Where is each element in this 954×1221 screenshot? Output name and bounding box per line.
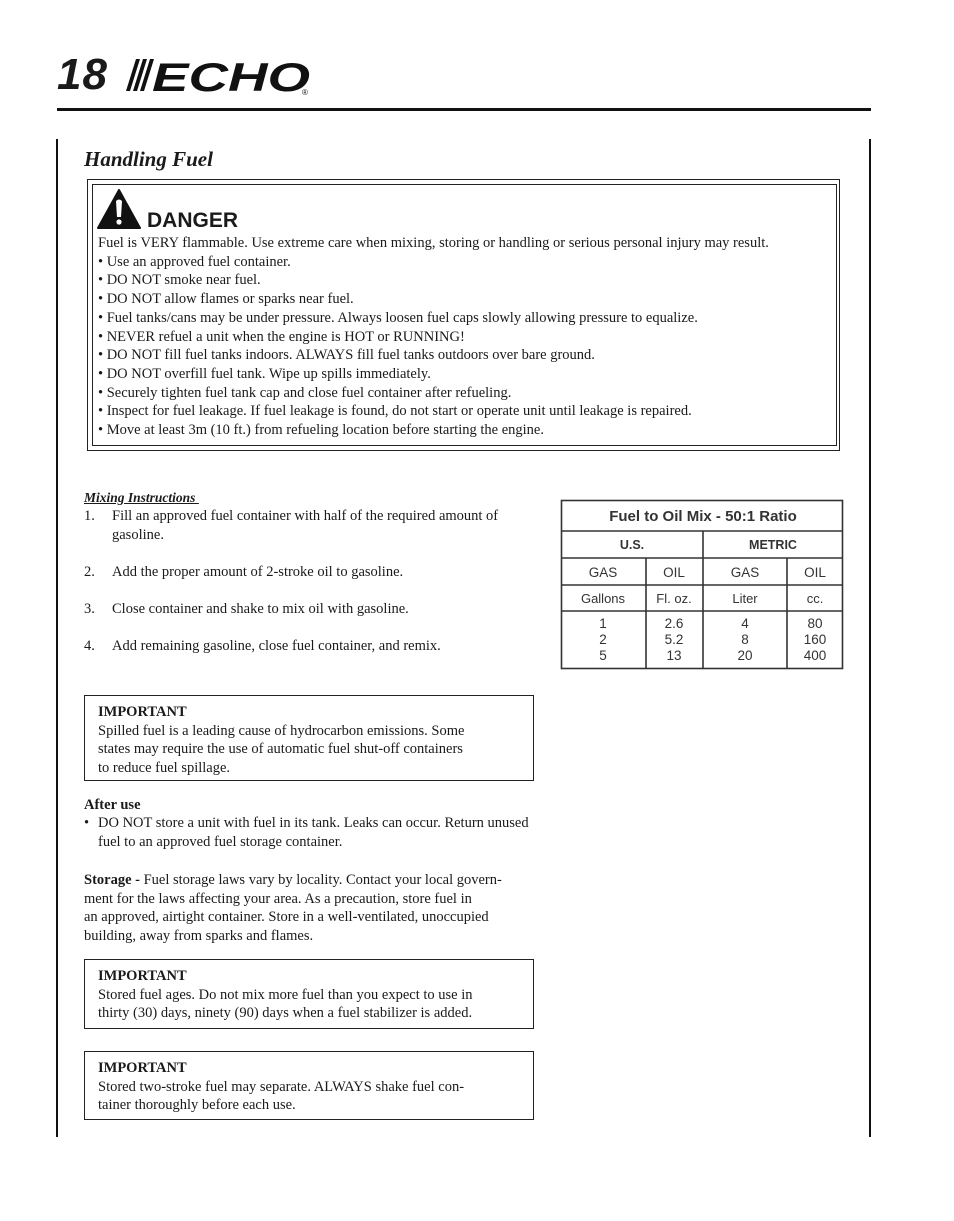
danger-line: • Securely tighten fuel tank cap and close fuel container after refueling. [98, 384, 512, 401]
header-gas-metric: GAS [730, 565, 760, 580]
mixing-instructions-title: Mixing Instructions [84, 490, 199, 505]
table-cell: 5.2 [664, 632, 684, 647]
step-text: Fill an approved fuel container with half of the required amount of gasoline. [112, 508, 499, 543]
header-gas-us: GAS [588, 565, 618, 580]
important-title: IMPORTANT [98, 704, 187, 720]
important-line: thirty (30) days, ninety (90) days when a fuel stabilizer is added. [98, 1005, 473, 1022]
danger-label: DANGER [147, 209, 239, 232]
important-line: Stored fuel ages. Do not mix more fuel than you expect to use in [98, 986, 473, 1003]
after-use-item [84, 814, 534, 851]
after-use-text: DO NOT store a unit with fuel in its tank. Leaks can occur. Return unused fuel to an approved fuel storage container. [98, 815, 529, 850]
echo-logo [116, 55, 316, 97]
danger-line: • DO NOT allow flames or sparks near fuel. [98, 291, 354, 308]
table-cell: 1 [599, 616, 607, 631]
important-line: to reduce fuel spillage. [98, 760, 231, 777]
storage-line: an approved, airtight container. Store in a well-ventilated, unoccupied [84, 909, 489, 926]
storage-paragraph [84, 871, 539, 946]
important-box-fuel-ages [84, 959, 534, 1029]
storage-label: Storage - [84, 872, 140, 888]
danger-line: • DO NOT smoke near fuel. [98, 272, 261, 289]
registered-mark: ® [302, 88, 308, 97]
warning-triangle-icon [96, 188, 142, 230]
table-cell: 13 [666, 648, 682, 663]
step-text: Add remaining gasoline, close fuel container, and remix. [112, 638, 441, 654]
mixing-step [84, 563, 544, 582]
step-number: 1. [84, 508, 95, 524]
page-number: 18 [57, 50, 108, 99]
mixing-step [84, 600, 544, 619]
logo-wordmark: ECHO [152, 56, 310, 97]
step-text: Close container and shake to mix oil with gasoline. [112, 601, 409, 617]
step-number: 4. [84, 638, 95, 654]
danger-line: • Use an approved fuel container. [98, 253, 291, 270]
storage-line: ment for the laws affecting your area. As a precaution, store fuel in [84, 890, 472, 907]
logo-speed-stripes [126, 59, 154, 91]
step-number: 3. [84, 601, 95, 617]
left-margin-rule [56, 139, 58, 1137]
important-title: IMPORTANT [98, 1060, 187, 1076]
step-text: Add the proper amount of 2-stroke oil to gasoline. [112, 564, 404, 580]
table-cell: 80 [807, 616, 823, 631]
important-line: Stored two-stroke fuel may separate. ALWAYS shake fuel con- [98, 1078, 465, 1095]
table-cell: 2.6 [664, 616, 684, 631]
table-title: Fuel to Oil Mix - 50:1 Ratio [609, 508, 797, 525]
storage-line: Fuel storage laws vary by locality. Contact your local govern- [139, 872, 502, 888]
danger-line: • DO NOT fill fuel tanks indoors. ALWAYS fill fuel tanks outdoors over bare ground. [98, 347, 595, 364]
table-cell: 2 [599, 632, 607, 647]
important-title: IMPORTANT [98, 968, 187, 984]
right-margin-rule [869, 139, 871, 1137]
important-line: Spilled fuel is a leading cause of hydrocarbon emissions. Some [98, 722, 465, 739]
important-line: states may require the use of automatic fuel shut-off containers [98, 741, 463, 758]
header-rule [57, 108, 871, 111]
table-cell: 400 [803, 648, 827, 663]
danger-line: • NEVER refuel a unit when the engine is HOT or RUNNING! [98, 328, 465, 345]
danger-line: • Fuel tanks/cans may be under pressure. Always loosen fuel caps slowly allowing pressure to equalize. [98, 309, 698, 326]
header-oil-metric: OIL [804, 565, 826, 580]
storage-line: building, away from sparks and flames. [84, 928, 314, 945]
table-cell: 8 [741, 632, 749, 647]
group-metric: METRIC [749, 538, 797, 552]
unit-liter: Liter [732, 591, 758, 606]
important-box-spilled-fuel [84, 695, 534, 781]
header-oil-us: OIL [663, 565, 685, 580]
table-cell: 160 [803, 632, 827, 647]
table-cell: 5 [599, 648, 607, 663]
fuel-mix-table [560, 499, 844, 670]
after-use-title: After use [84, 797, 141, 813]
table-cell: 4 [741, 616, 749, 631]
unit-gallons: Gallons [580, 591, 626, 606]
danger-line: • DO NOT overfill fuel tank. Wipe up spills immediately. [98, 365, 431, 382]
unit-fl-oz: Fl. oz. [656, 591, 692, 606]
danger-line: • Inspect for fuel leakage. If fuel leakage is found, do not start or operate unit until leakage is repaired. [98, 403, 692, 420]
danger-text [98, 234, 833, 440]
group-us: U.S. [619, 538, 645, 552]
important-line: tainer thoroughly before each use. [98, 1097, 296, 1114]
table-cell: 20 [737, 648, 753, 663]
danger-line: • Move at least 3m (10 ft.) from refueling location before starting the engine. [98, 422, 544, 439]
mixing-step [84, 507, 544, 545]
bullet: • [84, 815, 90, 831]
unit-cc: cc. [806, 591, 824, 606]
important-box-fuel-separation [84, 1051, 534, 1120]
mixing-step [84, 637, 544, 656]
danger-line: Fuel is VERY flammable. Use extreme care when mixing, storing or handling or serious personal injury may result. [98, 235, 769, 251]
step-number: 2. [84, 564, 95, 580]
section-title: Handling Fuel [84, 147, 213, 171]
